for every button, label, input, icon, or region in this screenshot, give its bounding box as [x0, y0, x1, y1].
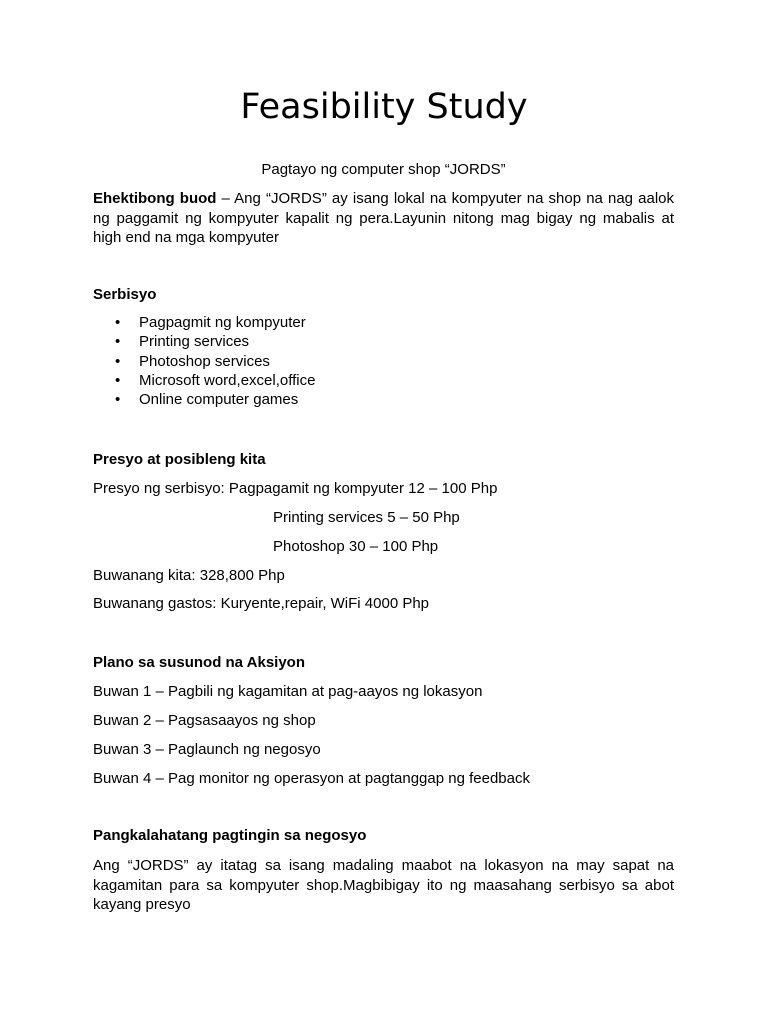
- plan-item: Buwan 4 – Pag monitor ng operasyon at pagtanggap ng feedback: [93, 770, 530, 787]
- pricing-line: Presyo ng serbisyo: Pagpagamit ng kompyuter 12 – 100 Php: [93, 480, 498, 497]
- plan-item: Buwan 1 – Pagbili ng kagamitan at pag-aayos ng lokasyon: [93, 683, 483, 700]
- list-item: [93, 332, 315, 351]
- summary-label: Ehektibong buod: [93, 190, 217, 207]
- overview-heading: Pangkalahatang pagtingin sa negosyo: [93, 827, 367, 844]
- monthly-expense: Buwanang gastos: Kuryente,repair, WiFi 4000 Php: [93, 595, 430, 612]
- document-subtitle: Pagtayo ng computer shop “JORDS”: [261, 161, 506, 178]
- plan-heading: Plano sa susunod na Aksiyon: [93, 654, 305, 671]
- bullet-icon: •: [115, 371, 121, 389]
- pricing-heading: Presyo at posibleng kita: [93, 451, 266, 468]
- pricing-line: Photoshop 30 – 100 Php: [273, 538, 439, 555]
- monthly-income: Buwanang kita: 328,800 Php: [93, 567, 285, 584]
- bullet-icon: •: [115, 314, 121, 331]
- summary-text: – Ang “JORDS” ay isang lokal na kompyuter na shop na nag aalok ng paggamit ng kompyuter kapalit ng pera.Layunin nitong mag bigay ng mabalis at high end na mga kompyuter: [93, 190, 674, 246]
- service-label: Online computer games: [139, 391, 299, 409]
- service-label: Photoshop services: [139, 352, 270, 370]
- list-item: [93, 390, 315, 409]
- pricing-line: Printing services 5 – 50 Php: [273, 509, 460, 526]
- overview-paragraph: Ang “JORDS” ay itatag sa isang madaling maabot na lokasyon na may sapat na kagamitan para sa kompyuter shop.Magbibigay ito ng maasahang serbisyo sa abot kayang presyo: [93, 857, 674, 913]
- document-title: Feasibility Study: [240, 87, 528, 127]
- bullet-icon: •: [115, 333, 121, 351]
- list-item: [93, 371, 315, 390]
- summary-paragraph: [93, 189, 674, 248]
- bullet-icon: •: [115, 352, 121, 370]
- plan-item: Buwan 2 – Pagsasaayos ng shop: [93, 712, 316, 729]
- list-item: [93, 313, 315, 332]
- plan-item: Buwan 3 – Paglaunch ng negosyo: [93, 741, 321, 758]
- bullet-icon: •: [115, 391, 121, 409]
- services-heading: Serbisyo: [93, 286, 157, 303]
- services-list: [93, 313, 315, 409]
- service-label: Pagpagmit ng kompyuter: [139, 314, 306, 331]
- service-label: Printing services: [139, 333, 250, 351]
- list-item: [93, 352, 315, 371]
- service-label: Microsoft word,excel,office: [139, 371, 316, 389]
